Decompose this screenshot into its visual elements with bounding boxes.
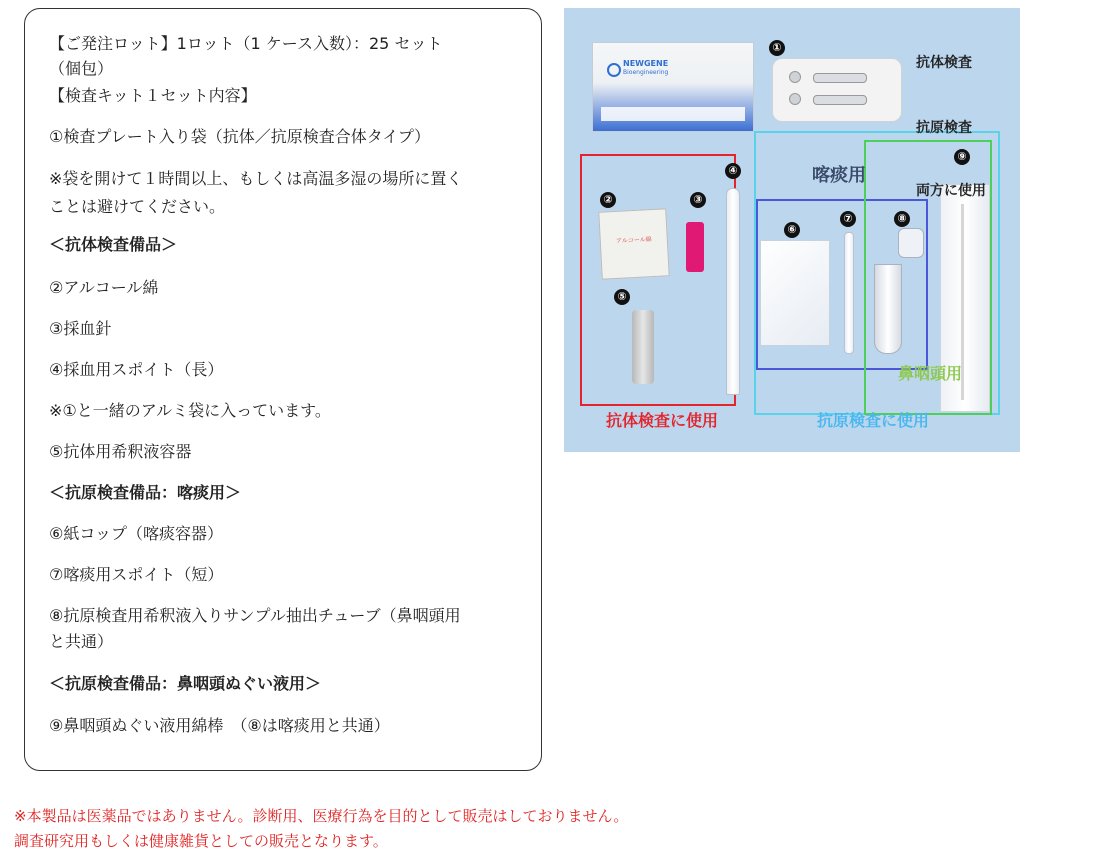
brand-sub: Bioengineering — [623, 69, 669, 76]
item-2-alcohol-cotton: ②アルコール綿 — [49, 278, 159, 297]
paper-cup — [760, 240, 830, 346]
antibody-box-outline — [580, 154, 736, 406]
kit-contents-box — [24, 8, 542, 771]
marker-8: ⑧ — [894, 211, 910, 227]
item-8-cont: と共通） — [49, 632, 114, 651]
marker-7: ⑦ — [840, 211, 856, 227]
item-9-swab: ⑨鼻咽頭ぬぐい液用綿棒 （⑧は喀痰用と共通） — [49, 716, 390, 735]
label-both-use: 両方に使用 — [916, 183, 986, 199]
long-dropper — [726, 188, 740, 395]
brand-logo-icon — [607, 63, 621, 77]
kit-contents-heading: 【検査キット１セット内容】 — [49, 86, 257, 105]
alcohol-pad-label: アルコール綿 — [615, 236, 652, 245]
order-lot-line-cont: （個包） — [49, 59, 114, 78]
test-plate-package — [592, 42, 754, 132]
label-antibody-test: 抗体検査 — [916, 55, 972, 71]
item-7-dropper-short: ⑦喀痰用スポイト（短） — [49, 565, 224, 584]
diluent-container — [632, 310, 654, 384]
label-sputum: 喀痰用 — [812, 165, 866, 186]
marker-4: ④ — [725, 163, 741, 179]
antigen-sputum-heading: ＜抗原検査備品：喀痰用＞ — [49, 483, 242, 502]
marker-1: ① — [769, 40, 785, 56]
alcohol-pad — [598, 208, 669, 279]
item-6-paper-cup: ⑥紙コップ（喀痰容器） — [49, 524, 224, 543]
lancet — [686, 222, 704, 272]
label-antigen-use: 抗原検査に使用 — [817, 411, 930, 430]
caution-line-cont: ことは避けてください。 — [49, 197, 226, 216]
label-antibody-use: 抗体検査に使用 — [606, 411, 719, 430]
result-window — [813, 73, 867, 83]
label-nasopharyngeal: 鼻咽頭用 — [898, 364, 963, 383]
disclaimer-line-2: 調査研究用もしくは健康雑貨としての販売となります。 — [14, 832, 388, 850]
extraction-tube — [874, 264, 902, 354]
item-5-diluent: ⑤抗体用希釈液容器 — [49, 442, 192, 461]
short-dropper — [844, 232, 854, 354]
tube-cap — [898, 228, 924, 258]
package-label-strip — [601, 107, 745, 121]
marker-2: ② — [600, 192, 616, 208]
marker-9: ⑨ — [954, 149, 970, 165]
sample-well — [789, 93, 801, 105]
marker-5: ⑤ — [614, 289, 630, 305]
kit-photo — [564, 8, 1020, 452]
caution-line: ※袋を開けて１時間以上、もしくは高温多湿の場所に置く — [49, 169, 463, 188]
label-antigen-test: 抗原検査 — [916, 120, 972, 136]
antigen-nasal-heading: ＜抗原検査備品：鼻咽頭ぬぐい液用＞ — [49, 674, 322, 693]
disclaimer-line-1: ※本製品は医薬品ではありません。診断用、医療行為を目的として販売はしておりません。 — [14, 807, 629, 825]
item-8-extraction-tube: ⑧抗原検査用希釈液入りサンプル抽出チューブ（鼻咽頭用 — [49, 606, 461, 625]
marker-3: ③ — [690, 192, 706, 208]
test-cassette — [772, 58, 902, 122]
antibody-supplies-heading: ＜抗体検査備品＞ — [49, 235, 178, 254]
result-window — [813, 95, 867, 105]
item-4-note: ※①と一緒のアルミ袋に入っています。 — [49, 401, 331, 420]
marker-6: ⑥ — [784, 222, 800, 238]
order-lot-line: 【ご発注ロット】1ロット（1 ケース入数）：25 セット — [49, 34, 443, 53]
item-3-lancet: ③採血針 — [49, 319, 112, 338]
item-4-dropper-long: ④採血用スポイト（長） — [49, 360, 224, 379]
item-1-plate-bag: ①検査プレート入り袋（抗体／抗原検査合体タイプ） — [49, 127, 431, 146]
brand-name: NEWGENE — [623, 59, 669, 68]
sample-well — [789, 71, 801, 83]
